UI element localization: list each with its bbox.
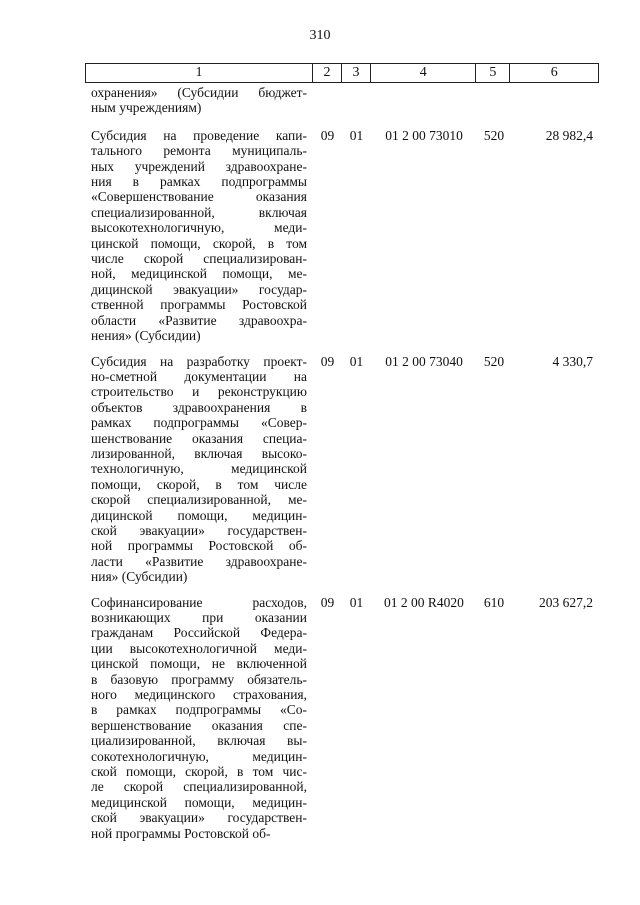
- header-col-1: 1: [86, 64, 313, 82]
- description-line: технологичную, медицинской: [91, 461, 307, 477]
- amount: 203 627,2: [539, 594, 593, 610]
- description-line: специализированной, включая: [91, 204, 307, 220]
- description-line: ния в рамках подпрограммы: [91, 174, 307, 190]
- description-line: дицинской помощи, медицин-: [91, 507, 307, 523]
- subsection-code: 01: [349, 127, 364, 143]
- description-line: медицинской помощи, медицин-: [91, 794, 307, 810]
- description-line: тального ремонта муниципаль-: [91, 143, 307, 159]
- description-line: дицинской эвакуации» государ-: [91, 281, 307, 297]
- description-line: ле скорой специализированной,: [91, 779, 307, 795]
- header-col-2: 2: [313, 64, 342, 82]
- description-line: ственной программы Ростовской: [91, 297, 307, 313]
- description-line: в рамках подпрограммы «Со-: [91, 702, 307, 718]
- description-line: высокотехнологичную, меди-: [91, 220, 307, 236]
- expense-type-code: 520: [483, 353, 505, 369]
- description-line: циализированной, включая вы-: [91, 733, 307, 749]
- amount: 28 982,4: [545, 127, 593, 143]
- description-line: лизированной, включая высоко-: [91, 445, 307, 461]
- description-line: ной программы Ростовской об-: [91, 825, 271, 841]
- description-line: сокотехнологичную, медицин-: [91, 748, 307, 764]
- description-line: ной, медицинской помощи, ме-: [91, 266, 307, 282]
- section-code: 09: [320, 127, 335, 143]
- target-item-code: 01 2 00 73010: [385, 127, 463, 143]
- table-row: [85, 128, 599, 344]
- header-col-4: 4: [371, 64, 477, 82]
- section-code: 09: [320, 594, 335, 610]
- description-line: ного медицинского страхования,: [91, 687, 307, 703]
- description-line: рамках подпрограммы «Совер-: [91, 415, 307, 431]
- target-item-code: 01 2 00 R4020: [384, 594, 464, 610]
- row-description: [85, 595, 313, 842]
- description-line: объектов здравоохранения в: [91, 399, 307, 415]
- description-line: цинской помощи, не включенной: [91, 656, 307, 672]
- section-code: 09: [320, 353, 335, 369]
- description-line: области «Развитие здравоохра-: [91, 312, 307, 328]
- description-line: ской эвакуации» государствен-: [91, 810, 307, 826]
- header-col-3: 3: [342, 64, 371, 82]
- header-col-5: 5: [476, 64, 510, 82]
- description-line: ской эвакуации» государствен-: [91, 522, 307, 538]
- row-description: [85, 85, 313, 116]
- description-line: охранения» (Субсидии бюджет-: [91, 85, 307, 100]
- description-line: Софинансирование расходов,: [91, 594, 307, 610]
- description-line: шенствование оказания специа-: [91, 430, 307, 446]
- expense-type-code: 520: [483, 127, 505, 143]
- target-item-code: 01 2 00 73040: [385, 353, 463, 369]
- page-number: 310: [309, 28, 331, 43]
- description-line: возникающих при оказании: [91, 610, 307, 625]
- row-description: [85, 128, 313, 344]
- description-line: вершенствование оказания спе-: [91, 717, 307, 733]
- description-line: строительство и реконструкцию: [91, 384, 307, 400]
- description-line: скорой специализированной, ме-: [91, 492, 307, 508]
- description-line: ных учреждений здравоохране-: [91, 158, 307, 174]
- description-line: Субсидия на проведение капи-: [91, 127, 307, 143]
- description-line: но-сметной документации на: [91, 368, 307, 384]
- description-line: ной программы Ростовской об-: [91, 538, 307, 554]
- description-line: числе скорой специализирован-: [91, 251, 307, 267]
- row-description: [85, 354, 313, 585]
- description-line: ской помощи, скорой, в том чис-: [91, 764, 307, 780]
- table-row: [85, 354, 599, 585]
- header-col-6: 6: [550, 65, 558, 80]
- description-line: ласти «Развитие здравоохране-: [91, 553, 307, 569]
- description-line: нения» (Субсидии): [91, 328, 201, 344]
- table-row: [85, 595, 599, 842]
- subsection-code: 01: [349, 353, 364, 369]
- description-line: цинской помощи, скорой, в том: [91, 235, 307, 251]
- description-line: гражданам Российской Федера-: [91, 625, 307, 641]
- description-line: в базовую программу обязатель-: [91, 671, 307, 687]
- description-line: ния» (Субсидии): [91, 569, 188, 585]
- expense-type-code: 610: [483, 594, 505, 610]
- table-header: [85, 63, 599, 83]
- description-line: ным учреждениям): [91, 100, 202, 116]
- description-line: «Совершенствование оказания: [91, 189, 307, 205]
- table-row: [85, 85, 599, 116]
- table-body: [85, 85, 599, 851]
- description-line: ции высокотехнологичной меди-: [91, 640, 307, 656]
- subsection-code: 01: [349, 594, 364, 610]
- amount: 4 330,7: [552, 353, 593, 369]
- description-line: помощи, скорой, в том числе: [91, 476, 307, 492]
- description-line: Субсидия на разработку проект-: [91, 353, 307, 369]
